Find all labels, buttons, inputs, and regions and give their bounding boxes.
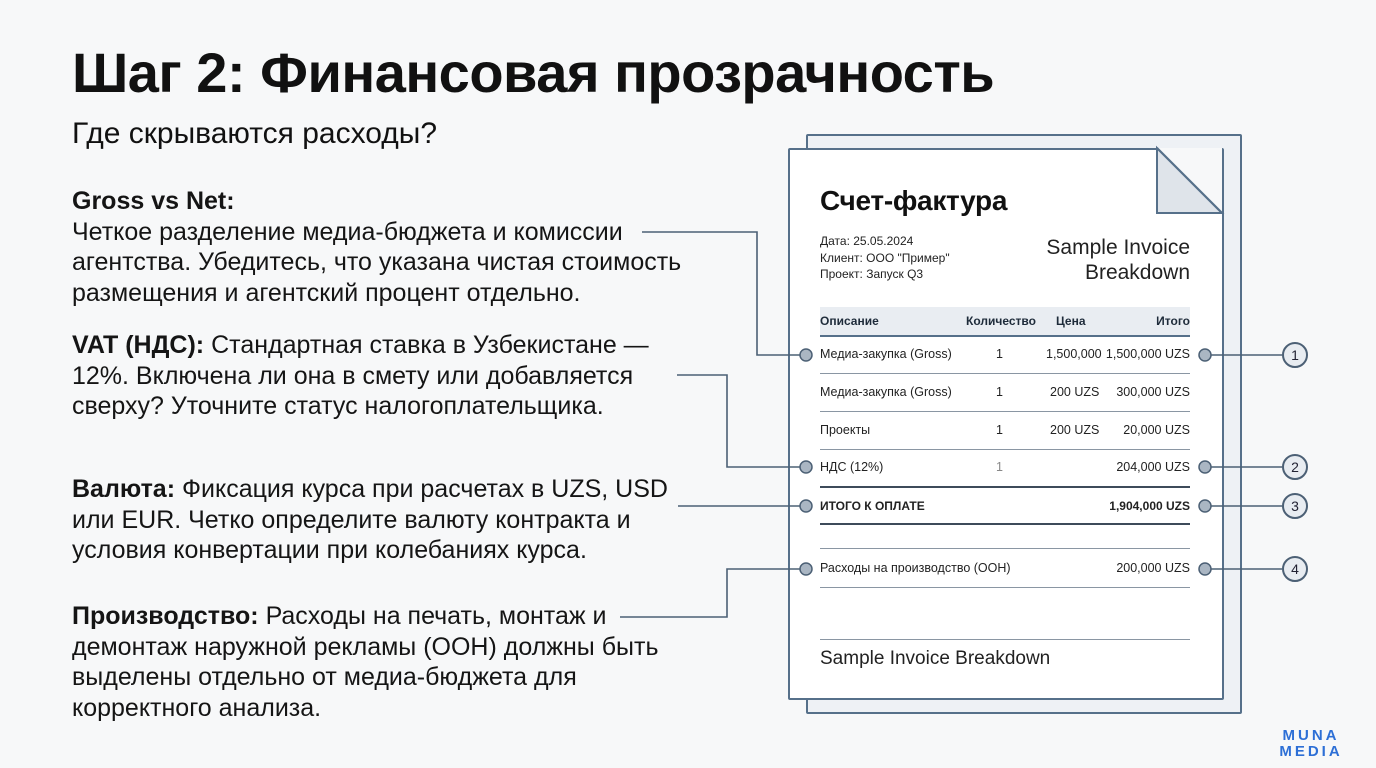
invoice-subtitle bbox=[980, 236, 1190, 285]
row-desc: НДС (12%) bbox=[820, 460, 884, 474]
row-total: 20,000 UZS bbox=[1123, 423, 1190, 437]
row-price: 200 UZS bbox=[1050, 385, 1100, 399]
table-row bbox=[820, 449, 1190, 487]
production-text: Расходы на печать, монтаж и демонтаж наружной рекламы (OOH) должны быть выделены отдельно от медиа-бюджета для корректного анализа. bbox=[72, 602, 659, 722]
currency-text: Фиксация курса при расчетах в UZS, USD или EUR. Четко определите валюту контракта и условия конвертации при колебаниях курса. bbox=[72, 475, 668, 564]
row-qty: 1 bbox=[996, 347, 1003, 361]
invoice-date: Дата: 25.05.2024 bbox=[820, 234, 914, 248]
connector-gross bbox=[642, 232, 806, 355]
col-quantity: Количество bbox=[966, 314, 1036, 328]
invoice-client: Клиент: ООО "Пример" bbox=[820, 250, 950, 265]
row-desc: Медиа-закупка (Gross) bbox=[820, 347, 952, 361]
production-row bbox=[820, 550, 1190, 588]
muna-media-logo bbox=[1266, 728, 1356, 760]
row-total: 1,500,000 UZS bbox=[1105, 347, 1190, 361]
total-row bbox=[820, 488, 1190, 526]
invoice-table-header bbox=[820, 307, 1190, 337]
row-qty: 1 bbox=[996, 385, 1003, 399]
invoice-subtitle-line2: Breakdown bbox=[1084, 260, 1190, 284]
table-row bbox=[820, 412, 1190, 450]
invoice-title: Счет-фактура bbox=[820, 185, 1008, 216]
production-label: Расходы на производство (OOH) bbox=[820, 561, 1011, 575]
connector-vat bbox=[677, 375, 806, 467]
page-title: Шаг 2: Финансовая прозрачность bbox=[72, 41, 995, 104]
row-total: 204,000 UZS bbox=[1116, 460, 1190, 474]
invoice-project: Проект: Запуск Q3 bbox=[820, 267, 924, 281]
row-price: 200 UZS bbox=[1050, 423, 1100, 437]
table-row bbox=[820, 374, 1190, 412]
gross-net-heading: Gross vs Net: bbox=[72, 187, 235, 215]
invoice-footer: Sample Invoice Breakdown bbox=[820, 648, 1051, 669]
connector-production bbox=[620, 569, 806, 617]
marker-2: 2 bbox=[1282, 454, 1308, 480]
col-description: Описание bbox=[820, 314, 879, 328]
invoice-meta bbox=[820, 233, 950, 283]
row-desc: Медиа-закупка (Gross) bbox=[820, 385, 952, 399]
production-value: 200,000 UZS bbox=[1116, 561, 1190, 575]
marker-3: 3 bbox=[1282, 493, 1308, 519]
row-total: 300,000 UZS bbox=[1116, 385, 1190, 399]
page-subtitle: Где скрываются расходы? bbox=[72, 117, 438, 150]
marker-1: 1 bbox=[1282, 342, 1308, 368]
col-price: Цена bbox=[1056, 314, 1086, 328]
vat-heading: VAT (НДС): bbox=[72, 331, 205, 359]
table-row bbox=[820, 336, 1190, 374]
vat-text: Стандартная ставка в Узбекистане — 12%. Включена ли она в смету или добавляется сверху? Уточните статус налогоплательщика. bbox=[72, 331, 649, 420]
production-heading: Производство: bbox=[72, 602, 259, 630]
row-price: 1,500,000 bbox=[1046, 347, 1102, 361]
row-desc: Проекты bbox=[820, 423, 871, 437]
row-qty: 1 bbox=[996, 460, 1003, 474]
marker-4: 4 bbox=[1282, 556, 1308, 582]
total-value: 1,904,000 UZS bbox=[1109, 499, 1190, 513]
row-qty: 1 bbox=[996, 423, 1003, 437]
invoice-subtitle-line1: Sample Invoice bbox=[1046, 236, 1190, 259]
gross-net-text: Четкое разделение медиа-бюджета и комиссии агентства. Убедитесь, что указана чистая стоимость размещения и агентский процент отдельно. bbox=[72, 217, 682, 307]
currency-heading: Валюта: bbox=[72, 475, 176, 503]
col-total: Итого bbox=[1156, 314, 1190, 328]
logo-line2: MEDIA bbox=[1279, 743, 1343, 760]
logo-line1: MUNA bbox=[1282, 727, 1340, 744]
total-label: ИТОГО К ОПЛАТЕ bbox=[820, 499, 925, 513]
